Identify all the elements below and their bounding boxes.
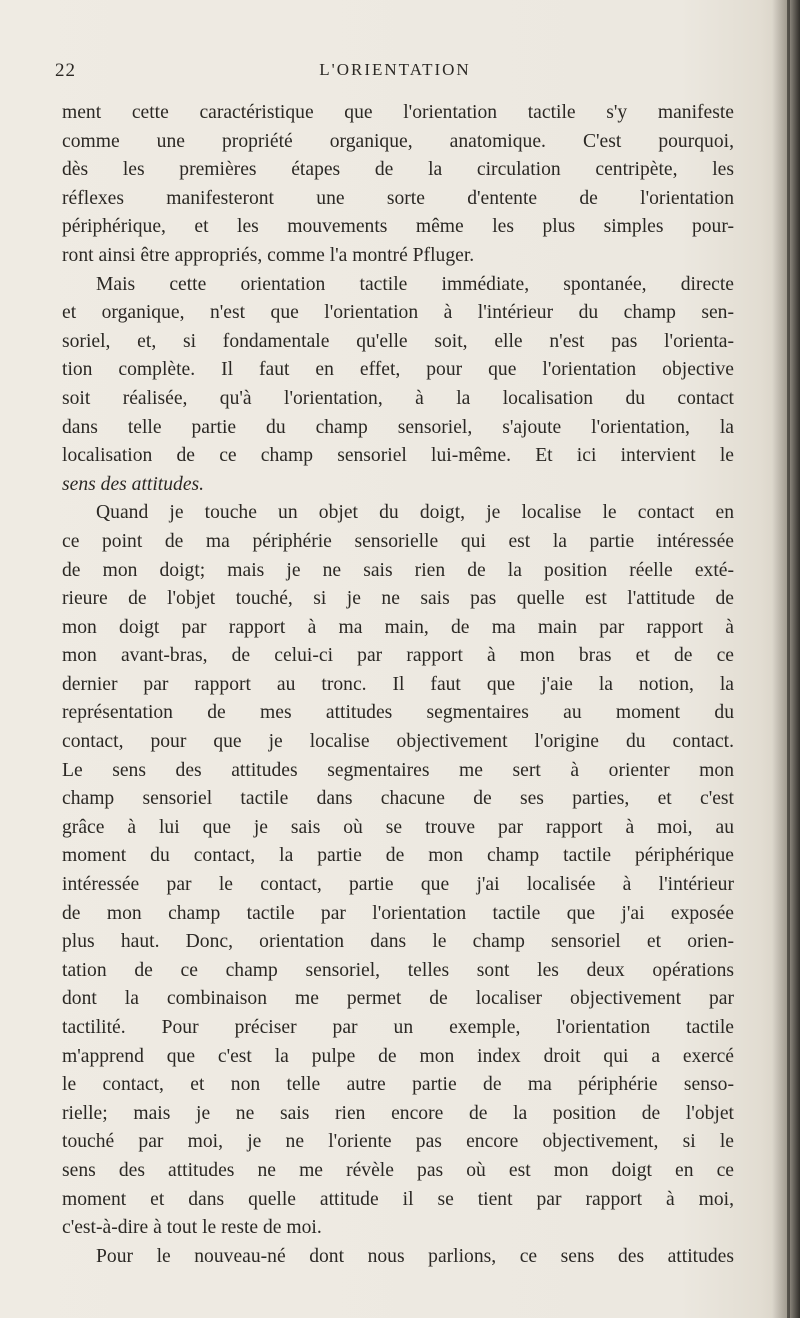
- text-line: sens des attitudes ne me révèle pas où est mon doigt en ce: [62, 1159, 734, 1181]
- text-line: et organique, n'est que l'orientation à l'intérieur du champ sen-: [62, 302, 734, 324]
- text-line: le contact, et non telle autre partie de ma périphérie senso-: [62, 1074, 734, 1096]
- text-line: contact, pour que je localise objectivement l'origine du contact.: [62, 731, 734, 753]
- text-line: dans telle partie du champ sensoriel, s'ajoute l'orientation, la: [62, 416, 734, 438]
- text-line: de mon champ tactile par l'orientation tactile que j'ai exposée: [62, 902, 734, 924]
- text-line: Mais cette orientation tactile immédiate, spontanée, directe: [96, 273, 734, 295]
- text-line: grâce à lui que je sais où se trouve par rapport à moi, au: [62, 816, 734, 838]
- page-edge-line: [787, 0, 790, 1318]
- text-line: rielle; mais je ne sais rien encore de la position de l'objet: [62, 1102, 734, 1124]
- page-edge-shadow: [772, 0, 800, 1318]
- text-line: Le sens des attitudes segmentaires me sert à orienter mon: [62, 759, 734, 781]
- text-line: c'est-à-dire à tout le reste de moi.: [62, 1217, 322, 1239]
- text-line: dernier par rapport au tronc. Il faut que j'aie la notion, la: [62, 673, 734, 695]
- text-line: touché par moi, je ne l'oriente pas encore objectivement, si le: [62, 1131, 734, 1153]
- text-line: ce point de ma périphérie sensorielle qui est la partie intéressée: [62, 530, 734, 552]
- text-line: tion complète. Il faut en effet, pour que l'orientation objective: [62, 359, 734, 381]
- text-line: mon doigt par rapport à ma main, de ma main par rapport à: [62, 616, 734, 638]
- text-line: moment du contact, la partie de mon champ tactile périphérique: [62, 845, 734, 867]
- text-line: sens des attitudes.: [62, 473, 205, 495]
- text-line: dont la combinaison me permet de localiser objectivement par: [62, 988, 734, 1010]
- text-line: ment cette caractéristique que l'orientation tactile s'y manifeste: [62, 102, 734, 123]
- text-line: représentation de mes attitudes segmentaires au moment du: [62, 702, 734, 724]
- text-line: de mon doigt; mais je ne sais rien de la position réelle exté-: [62, 559, 734, 581]
- text-line: localisation de ce champ sensoriel lui-même. Et ici intervient le: [62, 445, 734, 467]
- text-line: tation de ce champ sensoriel, telles sont les deux opérations: [62, 959, 734, 981]
- text-line: Pour le nouveau-né dont nous parlions, ce sens des attitudes: [96, 1245, 734, 1267]
- body-text: [62, 99, 734, 1271]
- text-line: rieure de l'objet touché, si je ne sais pas quelle est l'attitude de: [62, 588, 734, 610]
- text-line: soit réalisée, qu'à l'orientation, à la localisation du contact: [62, 387, 734, 409]
- text-line: réflexes manifesteront une sorte d'entente de l'orientation: [62, 187, 734, 209]
- text-line: dès les premières étapes de la circulation centripète, les: [62, 159, 734, 181]
- text-line: ront ainsi être appropriés, comme l'a montré Pfluger.: [62, 244, 475, 266]
- page-header: [55, 60, 735, 88]
- page-number: 22: [55, 60, 76, 81]
- text-line: m'apprend que c'est la pulpe de mon index droit qui a exercé: [62, 1045, 734, 1067]
- text-line: champ sensoriel tactile dans chacune de ses parties, et c'est: [62, 788, 734, 810]
- text-line: moment et dans quelle attitude il se tient par rapport à moi,: [62, 1188, 734, 1210]
- text-line: plus haut. Donc, orientation dans le champ sensoriel et orien-: [62, 931, 734, 953]
- text-line: tactilité. Pour préciser par un exemple, l'orientation tactile: [62, 1017, 734, 1038]
- running-title: L'ORIENTATION: [319, 60, 471, 79]
- text-line: Quand je touche un objet du doigt, je localise le contact en: [96, 502, 734, 524]
- text-line: périphérique, et les mouvements même les plus simples pour-: [62, 216, 734, 238]
- text-line: intéressée par le contact, partie que j'ai localisée à l'intérieur: [62, 874, 734, 896]
- text-line: comme une propriété organique, anatomique. C'est pourquoi,: [62, 130, 734, 152]
- text-line: mon avant-bras, de celui-ci par rapport à mon bras et de ce: [62, 645, 734, 667]
- text-line: soriel, et, si fondamentale qu'elle soit, elle n'est pas l'orienta-: [62, 330, 734, 352]
